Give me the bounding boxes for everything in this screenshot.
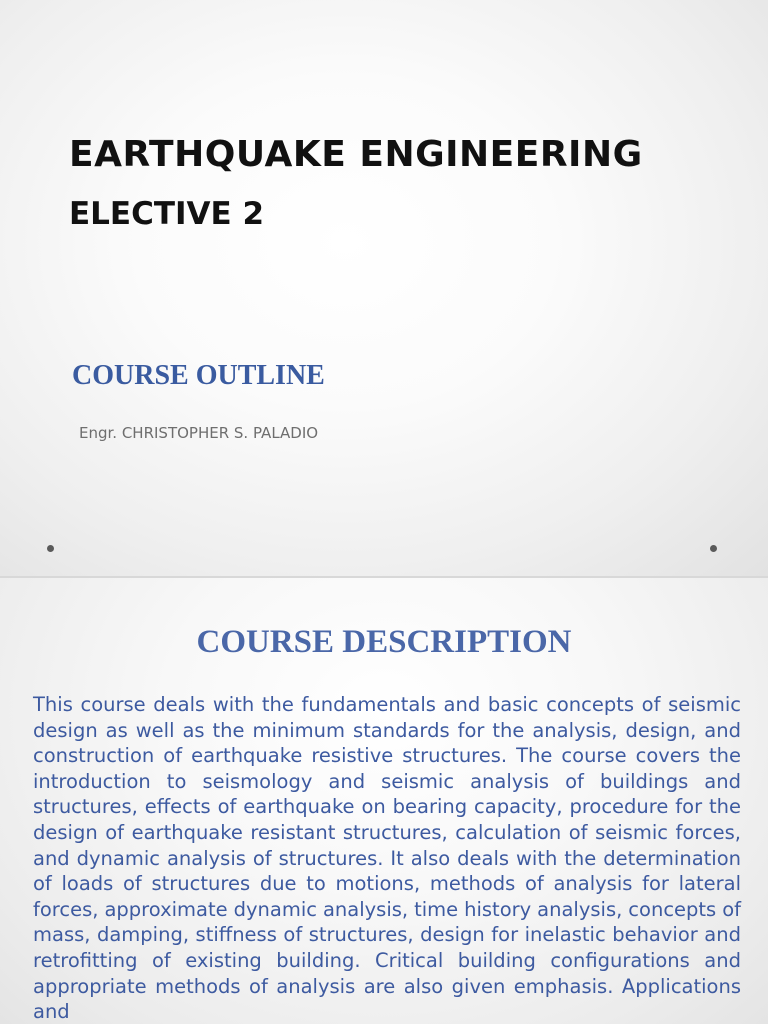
- main-title: EARTHQUAKE ENGINEERING: [69, 134, 643, 175]
- subtitle: ELECTIVE 2: [69, 196, 265, 232]
- author-name: Engr. CHRISTOPHER S. PALADIO: [79, 424, 319, 442]
- course-description-body: This course deals with the fundamentals and basic concepts of seismic design as well as the minimum standards for the analysis, design, and construction of earthquake resistive structures. The course covers the introduction to seismology and seismic analysis of buildings and structures, effects of earthquake on bearing capacity, procedure for the design of earthquake resistant structures, calculation of seismic forces, and dynamic analysis of structures. It also deals with the determination of loads of structures due to motions, methods of analysis for lateral forces, approximate dynamic analysis, time history analysis, concepts of mass, damping, stiffness of structures, design for inelastic behavior and retrofitting of existing building. Critical building configurations and appropriate methods of analysis are also given emphasis. Applications and: [33, 693, 741, 1024]
- course-description-heading: COURSE DESCRIPTION: [196, 624, 572, 660]
- bullet-dot-right: [710, 545, 717, 552]
- course-outline-heading: COURSE OUTLINE: [72, 360, 325, 391]
- description-slide: [0, 578, 768, 1024]
- bullet-dot-left: [47, 545, 54, 552]
